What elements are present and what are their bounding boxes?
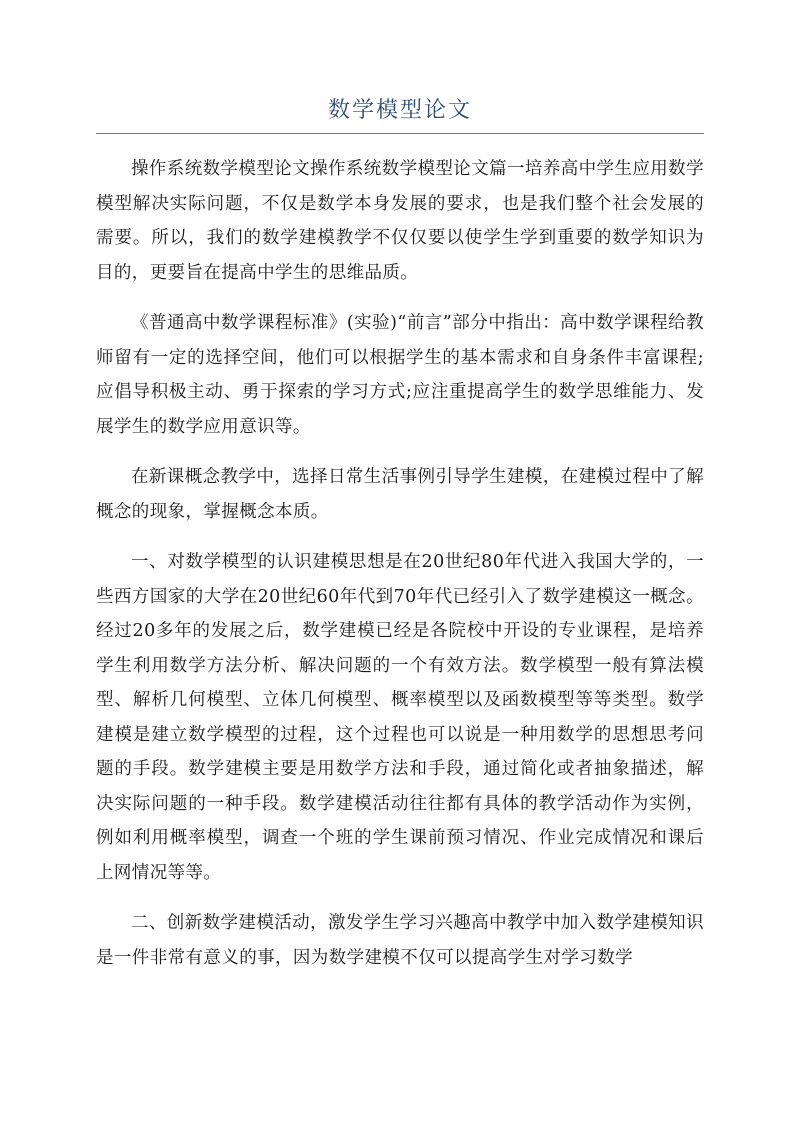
page-title: 数学模型论文 — [327, 98, 472, 123]
document-body — [96, 152, 704, 991]
paragraph-5: 二、创新数学建模活动，激发学生学习兴趣高中教学中加入数学建模知识是一件非常有意义的事，因为数学建模不仅可以提高学生对学习数学 — [96, 913, 704, 968]
paragraph-1: 操作系统数学模型论文操作系统数学模型论文篇一培养高中学生应用数学模型解决实际问题，不仅是数学本身发展的要求，也是我们整个社会发展的需要。所以，我们的数学建模教学不仅仅要以使学生学到重要的数学知识为目的，更要旨在提高中学生的思维品质。 — [96, 159, 704, 283]
paragraph-2: 《普通高中数学课程标准》(实验)“前言”部分中指出：高中数学课程给教师留有一定的选择空间，他们可以根据学生的基本需求和自身条件丰富课程;应倡导积极主动、勇于探索的学习方式;应注重提高学生的数学思维能力、发展学生的数学应用意识等。 — [96, 313, 704, 437]
paragraph-4: 一、对数学模型的认识建模思想是在20世纪80年代进入我国大学的，一些西方国家的大学在20世纪60年代到70年代已经引入了数学建模这一概念。经过20多年的发展之后，数学建模已经是各院校中开设的专业课程，是培养学生利用数学方法分析、解决问题的一个有效方法。数学模型一般有算法模型、解析几何模型、立体几何模型、概率模型以及函数模型等等类型。数学建模是建立数学模型的过程，这个过程也可以说是一种用数学的思想思考问题的手段。数学建模主要是用数学方法和手段，通过简化或者抽象描述，解决实际问题的一种手段。数学建模活动往往都有具体的教学活动作为实例，例如利用概率模型，调查一个班的学生课前预习情况、作业完成情况和课后上网情况等等。 — [96, 552, 704, 883]
title-divider — [96, 133, 704, 134]
paragraph-3: 在新课概念教学中，选择日常生活事例引导学生建模，在建模过程中了解概念的现象，掌握概念本质。 — [96, 467, 704, 522]
